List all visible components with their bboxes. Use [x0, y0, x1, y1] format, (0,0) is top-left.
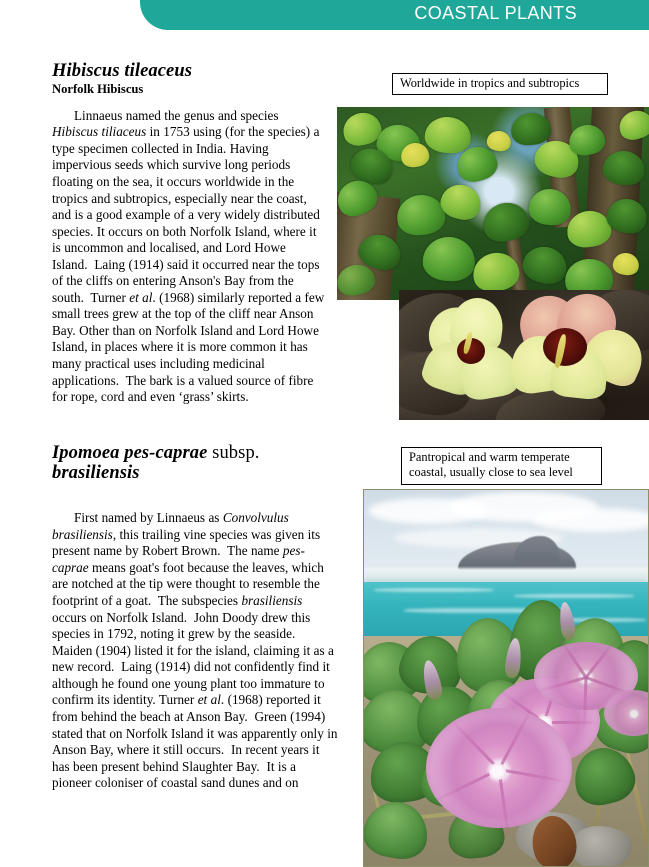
petal-vein — [544, 721, 600, 724]
body-paragraph-ipomoea: First named by Linnaeus as Convolvulus brasiliensis, this trailing vine species was given its present name by Robert Brown. The name pes-caprae means goat's foot because the leaves, which are notched at the tip were thought to resemble the footprint of a goat. The subspecies brasiliensis occurs on Norfolk Island. John Doody drew this species in 1792, noting it grew by the seaside. Maiden (1904) listed it for the island, claiming it as a new record. Laing (1914) did not confidently find it although he found one young plant too immature to confirm its identity. Turner et al. (1968) reported it from behind the beach at Anson Bay. Green (1994) stated that on Norfolk Island it was apparently only in Anson Bay, where it still occurs. In recent years it has been present behind Slaughter Bay. It is a pioneer coloniser of coastal sand dunes and on — [52, 509, 338, 791]
range-box-hibiscus: Worldwide in tropics and subtropics — [392, 73, 608, 95]
body-paragraph-hibiscus: Linnaeus named the genus and species Hibiscus tiliaceus in 1753 using (for the species) a type specimen collected in India. Having impervious seeds which survive long periods floating on the sea, it occurs worldwide in the tropics and subtropics, especially near the coast, and is a good example of a very widely distributed species. It occurs on both Norfolk Island, where it is uncommon and localised, and Lord Howe Island. Laing (1914) said it occurred near the tops of the cliffs on entering Anson's Bay from the south. Turner et al. (1968) similarly reported a few small trees grew at the top of the cliff near Anson Bay. Other than on Norfolk Island and Lord Howe Island, in places where it is more common it has many practical uses including medicinal applications. The bark is a valued source of fibre for rope, cord and even ‘grass’ skirts. — [52, 107, 325, 405]
range-box-ipomoea: Pantropical and warm temperate coastal, usually close to sea level — [401, 447, 602, 485]
ipomoea-beach-photo — [363, 489, 649, 867]
common-name-hibiscus: Norfolk Hibiscus — [52, 81, 144, 96]
morning-glory-flower — [426, 708, 572, 828]
section-ipomoea-text-column — [52, 444, 338, 792]
wave-streak — [374, 588, 494, 592]
cloud-shape — [532, 508, 649, 532]
section-hibiscus-text-column — [52, 62, 326, 406]
species-name-ipomoea: Ipomoea pes-caprae subsp. brasiliensis — [52, 443, 260, 483]
rock-shape — [570, 826, 632, 867]
petal-vein — [498, 704, 535, 770]
petal-vein — [536, 676, 587, 693]
petal-vein — [499, 768, 571, 784]
flower-throat — [489, 763, 507, 780]
wave-streak — [514, 594, 634, 598]
petal-vein — [447, 716, 500, 771]
hibiscus-foliage-photo — [337, 107, 649, 300]
page-header-title: COASTAL PLANTS — [414, 3, 577, 23]
species-name-hibiscus: Hibiscus tileaceus — [52, 61, 193, 81]
hibiscus-flower-photo — [399, 290, 649, 420]
